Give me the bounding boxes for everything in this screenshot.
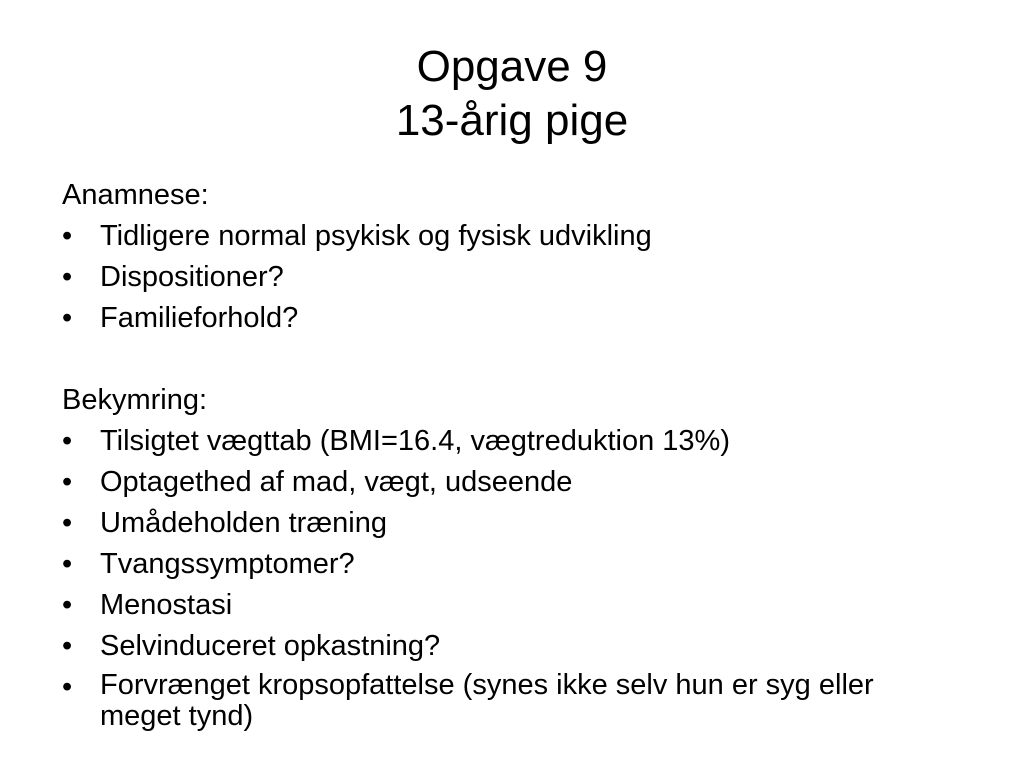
list-item-text: Selvinduceret opkastning? [100, 630, 441, 662]
list-item [62, 301, 962, 342]
list-item [62, 547, 962, 588]
bullet-icon: • [62, 220, 73, 252]
bullet-icon: • [62, 302, 73, 334]
bullet-icon: • [62, 589, 73, 621]
bullet-icon: • [62, 671, 73, 703]
list-item [62, 465, 962, 506]
list-item-text: Forvrænget kropsopfattelse (synes ikke selv hun er syg eller meget tynd) [100, 669, 874, 732]
bullet-icon: • [62, 548, 73, 580]
title-line-1: Opgave 9 [416, 42, 608, 91]
bullet-icon: • [62, 507, 73, 539]
list-item [62, 260, 962, 301]
list-item-text: Menostasi [100, 589, 233, 621]
list-item-text: Tvangssymptomer? [100, 548, 355, 580]
list-item-text: Optagethed af mad, vægt, udseende [100, 466, 573, 498]
slide-title [0, 40, 1024, 148]
list-item [62, 629, 962, 670]
bullet-icon: • [62, 425, 73, 457]
bullet-icon: • [62, 261, 73, 293]
list-item [62, 219, 962, 260]
bullet-icon: • [62, 630, 73, 662]
section-heading-anamnese: Anamnese: [62, 179, 209, 211]
list-item-text: Tidligere normal psykisk og fysisk udvikling [100, 220, 652, 252]
list-item-text: Tilsigtet vægttab (BMI=16.4, vægtreduktion 13%) [100, 425, 730, 457]
list-item [62, 670, 962, 732]
list-item [62, 588, 962, 629]
section-heading-bekymring: Bekymring: [62, 384, 208, 416]
bullet-icon: • [62, 466, 73, 498]
slide-body [62, 178, 962, 732]
list-item-text: Familieforhold? [100, 302, 299, 334]
list-item [62, 506, 962, 547]
title-line-2: 13-årig pige [395, 96, 629, 145]
list-item [62, 424, 962, 465]
list-item-text: Umådeholden træning [100, 507, 387, 539]
section-spacer [62, 342, 962, 383]
list-item-text: Dispositioner? [100, 261, 284, 293]
